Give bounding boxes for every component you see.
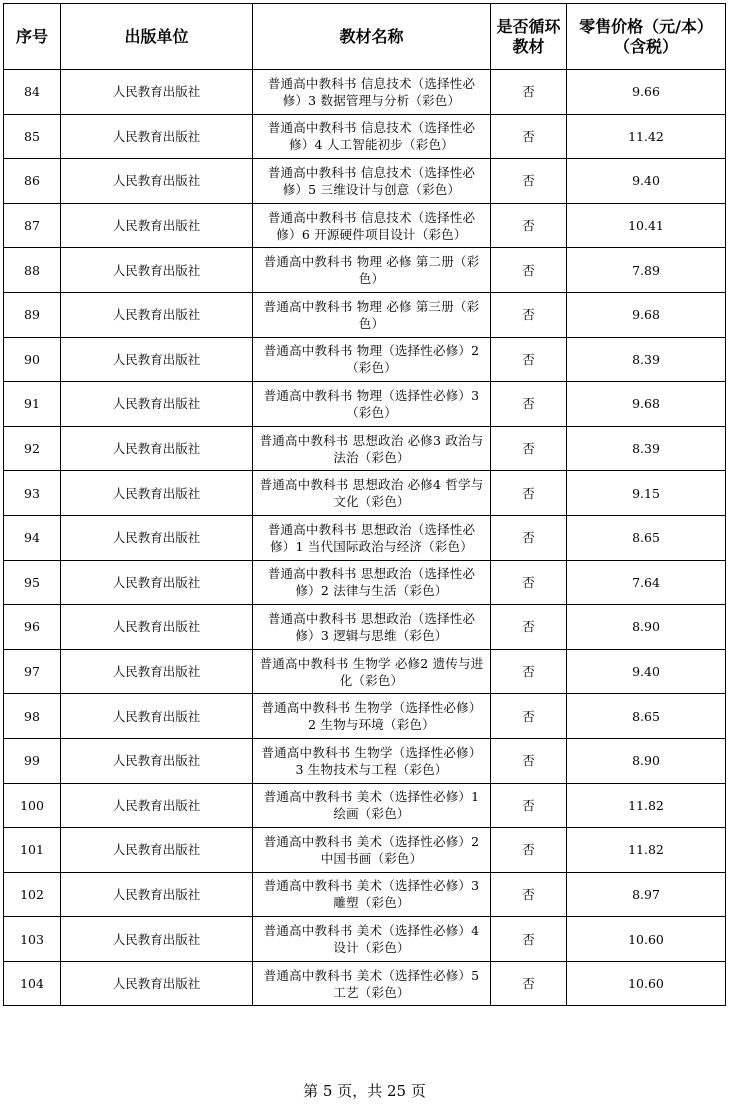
cell-title: 普通高中教科书 信息技术（选择性必修）4 人工智能初步（彩色） (253, 114, 491, 159)
cell-price: 11.42 (567, 114, 726, 159)
table-body (4, 70, 726, 1006)
cell-publisher: 人民教育出版社 (61, 694, 253, 739)
cell-price: 11.82 (567, 783, 726, 828)
cell-publisher: 人民教育出版社 (61, 515, 253, 560)
cell-recycle: 否 (491, 471, 567, 516)
cell-title: 普通高中教科书 信息技术（选择性必修）5 三维设计与创意（彩色） (253, 159, 491, 204)
cell-recycle: 否 (491, 382, 567, 427)
table-row (4, 515, 726, 560)
cell-title: 普通高中教科书 美术（选择性必修）1 绘画（彩色） (253, 783, 491, 828)
cell-price: 10.60 (567, 917, 726, 962)
cell-no: 89 (4, 292, 61, 337)
table-header (4, 4, 726, 70)
cell-publisher: 人民教育出版社 (61, 872, 253, 917)
cell-publisher: 人民教育出版社 (61, 382, 253, 427)
cell-title: 普通高中教科书 物理（选择性必修）2（彩色） (253, 337, 491, 382)
cell-recycle: 否 (491, 337, 567, 382)
cell-recycle: 否 (491, 515, 567, 560)
table-row (4, 382, 726, 427)
cell-recycle: 否 (491, 426, 567, 471)
cell-price: 9.15 (567, 471, 726, 516)
cell-publisher: 人民教育出版社 (61, 114, 253, 159)
cell-publisher: 人民教育出版社 (61, 738, 253, 783)
cell-publisher: 人民教育出版社 (61, 605, 253, 650)
cell-no: 86 (4, 159, 61, 204)
cell-publisher: 人民教育出版社 (61, 426, 253, 471)
cell-title: 普通高中教科书 物理（选择性必修）3（彩色） (253, 382, 491, 427)
cell-recycle: 否 (491, 961, 567, 1006)
table-row (4, 738, 726, 783)
table-row (4, 560, 726, 605)
cell-publisher: 人民教育出版社 (61, 203, 253, 248)
textbook-price-table (3, 3, 726, 1006)
cell-publisher: 人民教育出版社 (61, 783, 253, 828)
cell-publisher: 人民教育出版社 (61, 649, 253, 694)
table-row (4, 872, 726, 917)
cell-recycle: 否 (491, 159, 567, 204)
cell-no: 90 (4, 337, 61, 382)
cell-recycle: 否 (491, 828, 567, 873)
cell-no: 87 (4, 203, 61, 248)
cell-price: 8.90 (567, 738, 726, 783)
page-number: 第 5 页，共 25 页 (303, 1082, 426, 1100)
cell-title: 普通高中教科书 思想政治（选择性必修）1 当代国际政治与经济（彩色） (253, 515, 491, 560)
cell-price: 9.40 (567, 649, 726, 694)
cell-no: 94 (4, 515, 61, 560)
header-row (4, 4, 726, 70)
table-row (4, 337, 726, 382)
cell-title: 普通高中教科书 思想政治 必修4 哲学与文化（彩色） (253, 471, 491, 516)
cell-no: 97 (4, 649, 61, 694)
cell-no: 104 (4, 961, 61, 1006)
cell-no: 92 (4, 426, 61, 471)
cell-recycle: 否 (491, 70, 567, 115)
table-row (4, 694, 726, 739)
cell-title: 普通高中教科书 生物学（选择性必修）2 生物与环境（彩色） (253, 694, 491, 739)
cell-price: 10.60 (567, 961, 726, 1006)
cell-title: 普通高中教科书 生物学 必修2 遗传与进化（彩色） (253, 649, 491, 694)
cell-recycle: 否 (491, 292, 567, 337)
table-row (4, 159, 726, 204)
cell-price: 8.90 (567, 605, 726, 650)
cell-publisher: 人民教育出版社 (61, 828, 253, 873)
cell-no: 100 (4, 783, 61, 828)
cell-publisher: 人民教育出版社 (61, 159, 253, 204)
cell-recycle: 否 (491, 917, 567, 962)
cell-price: 7.89 (567, 248, 726, 293)
cell-price: 8.39 (567, 426, 726, 471)
cell-title: 普通高中教科书 思想政治（选择性必修）2 法律与生活（彩色） (253, 560, 491, 605)
cell-recycle: 否 (491, 649, 567, 694)
cell-recycle: 否 (491, 560, 567, 605)
cell-title: 普通高中教科书 思想政治（选择性必修）3 逻辑与思维（彩色） (253, 605, 491, 650)
table-row (4, 426, 726, 471)
header-recycle: 是否循环教材 (491, 4, 567, 70)
cell-recycle: 否 (491, 783, 567, 828)
table-row (4, 828, 726, 873)
table-row (4, 292, 726, 337)
cell-price: 9.68 (567, 382, 726, 427)
cell-no: 85 (4, 114, 61, 159)
cell-no: 98 (4, 694, 61, 739)
cell-price: 9.68 (567, 292, 726, 337)
table-row (4, 917, 726, 962)
table-row (4, 70, 726, 115)
cell-title: 普通高中教科书 信息技术（选择性必修）6 开源硬件项目设计（彩色） (253, 203, 491, 248)
cell-price: 9.40 (567, 159, 726, 204)
cell-no: 103 (4, 917, 61, 962)
header-title: 教材名称 (253, 4, 491, 70)
cell-title: 普通高中教科书 美术（选择性必修）3 雕塑（彩色） (253, 872, 491, 917)
table-row (4, 605, 726, 650)
cell-no: 84 (4, 70, 61, 115)
cell-recycle: 否 (491, 605, 567, 650)
table-row (4, 471, 726, 516)
cell-price: 7.64 (567, 560, 726, 605)
cell-title: 普通高中教科书 物理 必修 第二册（彩色） (253, 248, 491, 293)
cell-price: 11.82 (567, 828, 726, 873)
cell-publisher: 人民教育出版社 (61, 337, 253, 382)
table-row (4, 248, 726, 293)
cell-recycle: 否 (491, 694, 567, 739)
cell-title: 普通高中教科书 思想政治 必修3 政治与法治（彩色） (253, 426, 491, 471)
cell-recycle: 否 (491, 248, 567, 293)
cell-publisher: 人民教育出版社 (61, 248, 253, 293)
header-no: 序号 (4, 4, 61, 70)
cell-price: 9.66 (567, 70, 726, 115)
cell-publisher: 人民教育出版社 (61, 560, 253, 605)
cell-recycle: 否 (491, 738, 567, 783)
table-row (4, 203, 726, 248)
cell-publisher: 人民教育出版社 (61, 917, 253, 962)
table-row (4, 649, 726, 694)
cell-title: 普通高中教科书 美术（选择性必修）4 设计（彩色） (253, 917, 491, 962)
table-row (4, 783, 726, 828)
cell-no: 102 (4, 872, 61, 917)
cell-title: 普通高中教科书 美术（选择性必修）2 中国书画（彩色） (253, 828, 491, 873)
cell-price: 8.97 (567, 872, 726, 917)
cell-no: 88 (4, 248, 61, 293)
header-publisher: 出版单位 (61, 4, 253, 70)
cell-no: 99 (4, 738, 61, 783)
cell-price: 8.65 (567, 515, 726, 560)
cell-publisher: 人民教育出版社 (61, 471, 253, 516)
cell-title: 普通高中教科书 信息技术（选择性必修）3 数据管理与分析（彩色） (253, 70, 491, 115)
cell-no: 96 (4, 605, 61, 650)
cell-publisher: 人民教育出版社 (61, 961, 253, 1006)
cell-recycle: 否 (491, 872, 567, 917)
cell-publisher: 人民教育出版社 (61, 292, 253, 337)
cell-publisher: 人民教育出版社 (61, 70, 253, 115)
cell-no: 101 (4, 828, 61, 873)
cell-title: 普通高中教科书 物理 必修 第三册（彩色） (253, 292, 491, 337)
cell-price: 8.39 (567, 337, 726, 382)
cell-title: 普通高中教科书 生物学（选择性必修）3 生物技术与工程（彩色） (253, 738, 491, 783)
cell-no: 93 (4, 471, 61, 516)
cell-recycle: 否 (491, 114, 567, 159)
cell-price: 10.41 (567, 203, 726, 248)
table-row (4, 961, 726, 1006)
cell-no: 91 (4, 382, 61, 427)
cell-title: 普通高中教科书 美术（选择性必修）5 工艺（彩色） (253, 961, 491, 1006)
table-row (4, 114, 726, 159)
header-price: 零售价格（元/本）（含税） (567, 4, 726, 70)
cell-recycle: 否 (491, 203, 567, 248)
cell-price: 8.65 (567, 694, 726, 739)
cell-no: 95 (4, 560, 61, 605)
